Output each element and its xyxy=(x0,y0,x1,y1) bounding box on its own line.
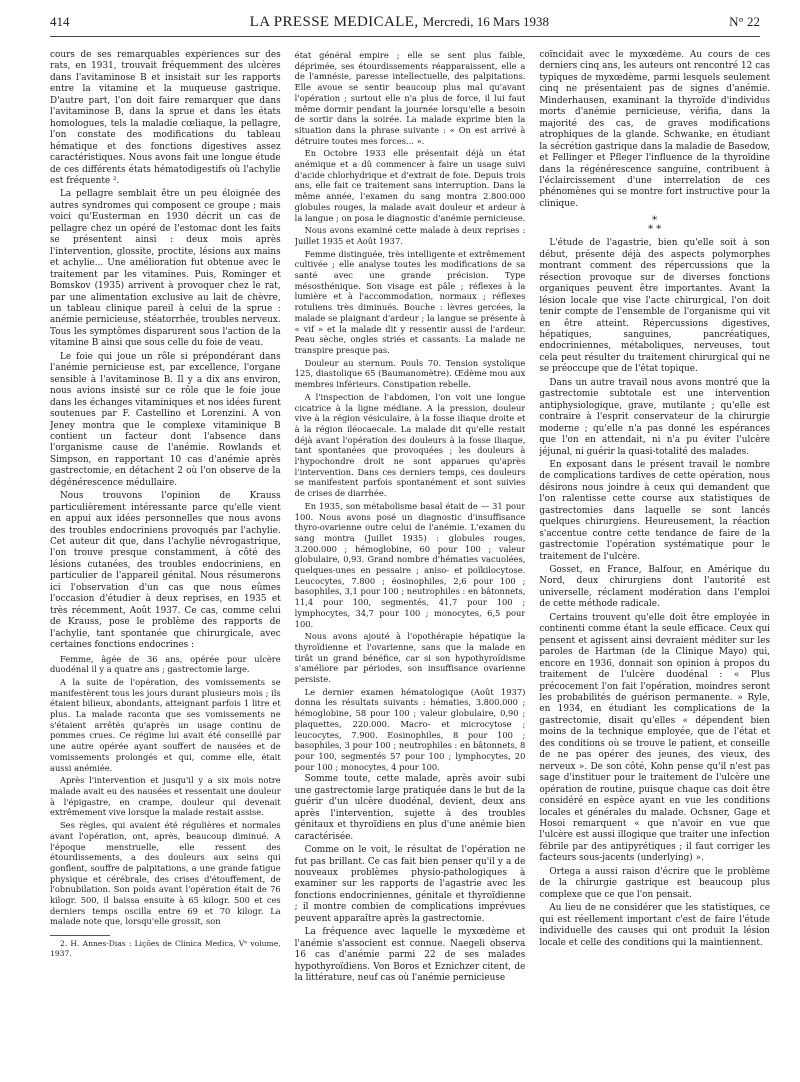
paragraph: Dans un autre travail nous avons montré que la gastrectomie subtotale est une intervention antiphysiologique, grave, mutilante ; qu'elle est contraire à l'esprit conservateur de la chirurgie moderne ; qu'elle n'a pas donné les espérances que l'on en attendait, ni n'a pu éviter l'ulcère jéjunal, ni guérir la quasi-totalité des malades. xyxy=(539,377,771,457)
paragraph: Somme toute, cette malade, après avoir subi une gastrectomie large pratiquée dans le but de la guérir d'un ulcère duodénal, devient, deux ans après l'intervention, sujette à des troubles génitaux et thyroïdiens en plus d'une anémie bien caractérisée. xyxy=(294,774,526,842)
paragraph: La fréquence avec laquelle le myxœdème et l'anémie s'associent est connue. Naegeli observa 16 cas d'anémie parmi 22 de ses malades hypothyroïdiens. Von Boros et Eznichzer citent, de la littérature, neuf cas où l'anémie pernicieuse xyxy=(294,927,526,984)
case-paragraph: Douleur au sternum. Pouls 70. Tension systolique 125, diastolique 65 (Baumanomètre). Œdème mou aux membres inférieurs. Constipation rebelle. xyxy=(294,357,526,390)
paragraph: Ortega a aussi raison d'écrire que le problème de la chirurgie gastrique est beaucoup plus complexe que ce que l'on pensait. xyxy=(539,866,771,900)
case-paragraph: A l'inspection de l'abdomen, l'on voit une longue cicatrice à la ligne médiane. A la pression, douleur vive à la région vésiculaire, à la fosse iliaque droite et à la région iléocaecale. La malade dit qu'elle restait déjà avant l'opération des douleurs à la fosse iliaque, tant spontanées que provoquées ; les douleurs à l'hypochondre droit ne sont apparues qu'après l'intervention. Dans ces derniers temps, ces douleurs se manifestent parfois spontanément et sont suivies de crises de diarrhée. xyxy=(294,391,526,499)
case-paragraph: En Octobre 1933 elle présentait déjà un état anémique et a dû commencer à faire un usage suivi d'acide chlorhydrique et d'extrait de foie. Depuis trois ans, elle fait ce traitement sans interruption. Dans la même année, l'examen du sang montra 2.800.000 globules rouges, la malade avait douleur et ardeur à la langue ; on posa le diagnostic d'anémie pernicieuse. xyxy=(294,148,526,223)
issue-number: N° 22 xyxy=(729,14,760,29)
paragraph: cours de ses remarquables expériences sur des rats, en 1931, trouvait fréquemment des ulcères dans l'avitaminose B et insistait sur les rapports entre la vitamine et la muqueuse gastrique. D'autre part, l'on doit faire remarquer que dans l'avitaminose B, dans la sprue et dans les états homologues, tels la maladie cœliaque, la pellagre, l'on constate des modifications du tableau hématique et des fonctions digestives assez caractéristiques. Nous avons fait une longue étude de ces différents états hématodigestifs où l'achylie est fréquente ². xyxy=(50,50,281,186)
paragraph: L'étude de l'agastrie, bien qu'elle soit à son début, présente déjà des aspects polymorphes montrant comment des répercussions que la résection provoque sur de diverses fonctions organiques peuvent être importantes. Avant la lésion locale que vise l'acte chirurgical, l'on doit tenir compte de l'ensemble de l'organisme qui vit en être atteint. Répercussions digestives, hépatiques, sanguines, pancréatiques, endocriniennes, métaboliques, nerveuses, tout cela peut résulter du traitement chirurgical qui ne se préoccupe que de l'état topique. xyxy=(539,238,771,375)
paragraph: Gosset, en France, Balfour, en Amérique du Nord, deux chirurgiens dont l'autorité est universelle, réclament modération dans l'emploi de cette méthode radicale. xyxy=(539,565,771,610)
paragraph: Le foie qui joue un rôle si prépondérant dans l'anémie pernicieuse est, par excellence, l'organe sensible à l'avitaminose B. Il y a dix ans environ, nous avions insisté sur ce rôle que le foie joue dans les échanges vitaminiques et nos idées furent soutenues par F. Castellino et Lorenzini. A von Jeney montra que le complexe vitaminique B contient un facteur dont l'absence dans l'organisme cause de l'anémie. Rowlands et Simpson, en rapportant 10 cas d'anémie après gastrectomie, en détachent 2 où l'on observe de la dégénérescence médullaire. xyxy=(50,351,281,488)
paragraph: Comme on le voit, le résultat de l'opération ne fut pas brillant. Ce cas fait bien penser qu'il y a de nouveaux problèmes physio-pathologiques à examiner sur les rapports de l'agastrie avec les fonctions endocriniennes, génitale et thyroïdienne ; il montre combien de complications imprévues peuvent apparaître après la gastrectomie. xyxy=(294,845,526,924)
footnote-rule xyxy=(50,935,110,936)
case-paragraph: A la suite de l'opération, des vomissements se manifestèrent tous les jours durant plusieurs mois ; ils étaient bilieux, abondants, atteignant parfois 1 litre et plus. La malade raconta que ses vomissements ne s'étaient arrêtés qu'après un usage continu de pommes crues. Ce régime lui avait été conseillé par une autre opérée ayant souffert de nausées et de vomissements prolongés et qui, comme elle, était aussi anémiée. xyxy=(50,676,281,773)
asterism-top: * xyxy=(652,215,658,227)
column-2 xyxy=(295,50,526,1060)
footnote: 2. H. Annes-Dias : Lições de Clínica Medica, Vᵉ volume, 1937. xyxy=(50,939,281,958)
article-columns xyxy=(50,50,770,1060)
case-paragraph: En 1935, son métabolisme basal était de — 31 pour 100. Nous avons posé un diagnostic d'insuffisance thyro-ovarienne outre celui de l'anémie. L'examen du sang montra (Juillet 1935) : globules rouges, 3.200.000 ; hémoglobine, 60 pour 100 ; valeur globulaire, 0,93. Grand nombre d'hématies vacuolées, quelques-unes en pessaire ; aniso- et poïkilocytose. Leucocytes, 7.800 ; éosinophiles, 2,6 pour 100 ; basophiles, 3,1 pour 100 ; neutrophiles : en bâtonnets, 11,4 pour 100, segmentés, 41,7 pour 100 ; lymphocytes, 34,7 pour 100 ; monocytes, 6,5 pour 100. xyxy=(294,500,526,629)
paragraph: Au lieu de ne considérer que les statistiques, ce qui est réellement important c'est de faire l'étude individuelle des causes qui ont produit la lésion locale et celle des conditions qui la maintiennent. xyxy=(539,903,771,948)
case-paragraph: Femme, âgée de 36 ans, opérée pour ulcère duodénal il y a quatre ans ; gastrectomie large. xyxy=(50,653,281,675)
page-number: 414 xyxy=(50,14,70,29)
paragraph: Certains trouvent qu'elle doit être employée in continenti comme étant la seule efficace. Ceux qui pensent et agissent ainsi devraient méditer sur les paroles de Hartman (de la Clinique Mayo) qui, encore en 1936, donnait son opinion à propos du traitement de l'ulcère duodénal : « Plus précocement l'on fait l'opération, moindres seront les probabilités de guérison permanente. » Ryle, en 1934, en étudiant les complications de la gastrectomie, disait qu'elles « dépendent bien moins de la technique employée, que de l'état et des conditions où se trouve le patient, et conseille de ne pas opérer des jeunes, des vieux, des nerveux ». De son côté, Kohn pense qu'il n'est pas sage d'instituer pour le traitement de l'ulcère une opération de routine, puisque chaque cas doit être considéré en espèce ayant en vue les conditions locales et générales du malade. Ochsner, Gage et Hosoi remarquent « que n'avoir en vue que l'ulcère est aussi illogique que traiter une infection fébrile par des antipyrétiques ; il faut corriger les facteurs sous-jacents (underlying) ». xyxy=(539,612,771,864)
column-1 xyxy=(50,50,281,1060)
asterism-bottom: * * xyxy=(648,224,662,236)
section-separator xyxy=(539,216,770,234)
journal-masthead xyxy=(250,14,549,31)
case-paragraph: Nous avons ajouté à l'opothérapie hépatique la thyroïdienne et l'ovarienne, sans que la malade en tirât un grand bénéfice, car si son hypothyroïdisme s'améliore par périodes, son insuffisance ovarienne persiste. xyxy=(294,631,526,685)
case-paragraph: Le dernier examen hématologique (Août 1937) donna les résultats suivants : hématies, 3.800.000 ; hémoglobine, 58 pour 100 ; valeur globulaire, 0,90 ; plaquettes, 220.000. Macro- et microcytose ; leucocytes, 7.900. Eosinophiles, 8 pour 100 ; basophiles, 3 pour 100 ; neutrophiles : en bâtonnets, 8 pour 100, segmentés 57 pour 100 ; lymphocytes, 20 pour 100 ; monocytes, 4 pour 100. xyxy=(294,686,526,772)
case-paragraph: Après l'intervention et jusqu'il y a six mois notre malade avait eu des nausées et ressentait une douleur à l'épigastre, en crampe, douleur qui devenait extrêmement vive lorsque la malade restait assise. xyxy=(50,775,281,818)
case-paragraph: Ses règles, qui avaient été régulières et normales avant l'opération, ont, après, beaucoup diminué. A l'époque menstruelle, elle ressent des étourdissements, a des douleurs aux seins qui gonflent, souffre de palpitations, a une grande fatigue physique et cérébrale, des crises d'étouffement, de l'obnubilation. Son poids avant l'opération était de 76 kilogr. 500, il baissa ensuite à 65 kilogr. 500 et ces derniers temps oscilla entre 69 et 70 kilogr. La malade note que, lorsqu'elle grossit, son xyxy=(50,820,281,927)
journal-title: LA PRESSE MEDICALE, xyxy=(249,14,419,30)
page-header xyxy=(50,14,760,37)
paragraph: La pellagre semblait être un peu éloignée des autres syndromes qui composent ce groupe ; mais voici qu'Eusterman en 1930 décrit un cas de pellagre chez un opéré de l'estomac dont les faits se présentent ainsi : deux mois après l'intervention, glossite, proctite, lésions aux mains et achylie... Une amélioration fut obtenue avec le traitement par les vitamines. Puis, Rominger et Bomskov (1935) arrivent à provoquer chez le rat, par une alimentation exclusive au lait de chèvre, un tableau clinique pareil à celui de la sprue : anémie pernicieuse, stéatorrhée, troubles nerveux. Tous les symptômes disparurent sous l'action de la vitamine B ainsi que sous celle du foie de veau. xyxy=(50,189,281,349)
case-paragraph: Nous avons examiné cette malade à deux reprises : Juillet 1935 et Août 1937. xyxy=(294,225,526,246)
issue-date: Mercredi, 16 Mars 1938 xyxy=(422,14,550,29)
column-3 xyxy=(539,50,770,1060)
paragraph: Nous trouvons l'opinion de Krauss particulièrement intéressante parce qu'elle vient en appui aux idées personnelles que nous avons des troubles endocriniens provoqués par l'achylie. Cet auteur dit que, dans l'achylie névrogastrique, l'on trouve presque constamment, à côté des lésions cutanées, des troubles endocriniens, en particulier de l'appareil génital. Nous résumerons ici l'observation d'un cas que nous eûmes l'occasion d'étudier à deux reprises, en 1935 et très récemment, Août 1937. Ce cas, comme celui de Krauss, pose le problème des rapports de l'achylie, tant spontanée que chirurgicale, avec certaines fonctions endocrines : xyxy=(50,491,281,651)
case-paragraph: Femme distinguée, très intelligente et extrêmement cultivée ; elle analyse toutes les modifications de sa santé avec une grande précision. Type mésosthénique. Son visage est pâle ; réflexes à la lumière et à l'accommodation, normaux ; réflexes rotuliens très diminués. Bouche : lèvres gercées, la malade se plaignant d'ardeur ; la langue se présente à « vif » et la malade dit y ressentir aussi de l'ardeur. Peau sèche, ongles striés et cassants. La malade ne transpire presque pas. xyxy=(294,248,526,355)
case-paragraph: état général empire ; elle se sent plus faible, déprimée, ses étourdissements réapparaissent, elle a de l'amnésie, paresse intellectuelle, des palpitations. Elle avoue se sentir beaucoup plus mal qu'avant l'opération ; surtout elle n'a plus de force, il lui faut même dormir pendant la journée lorsqu'elle a besoin de sortir dans la soirée. La malade exprime bien la situation dans la phrase suivante : « On est arrivé à détruire toutes mes forces... ». xyxy=(294,50,526,146)
paragraph: En exposant dans le présent travail le nombre de complications tardives de cette opération, nous désirons nous joindre à ceux qui demandent que l'on ralentisse cette course aux statistiques de gastrectomies dans laquelle se sont lancés quelques chirurgiens. Heureusement, la réaction s'accentue contre cette tendance de faire de la gastrectomie l'opération systématique pour le traitement de l'ulcère. xyxy=(539,459,771,562)
paragraph: coïncidait avec le myxœdème. Au cours de ces derniers cinq ans, les auteurs ont rencontré 12 cas typiques de myxœdème, parmi lesquels seulement cinq ne présentaient pas de signes d'anémie. Minderhausen, examinant la thyroïde d'individus morts d'anémie pernicieuse, vérifia, dans la majorité des cas, de graves modifications atrophiques de la glande. Schwanke, en étudiant la sécrétion gastrique dans la maladie de Basedow, et Fellinger et Pfleger l'influence de la thyroïdine dans la régénérescence sanguine, contribuent à l'éclaircissement d'une interrelation de ces phénomènes qui se montre fort instructive pour la clinique. xyxy=(539,50,771,209)
